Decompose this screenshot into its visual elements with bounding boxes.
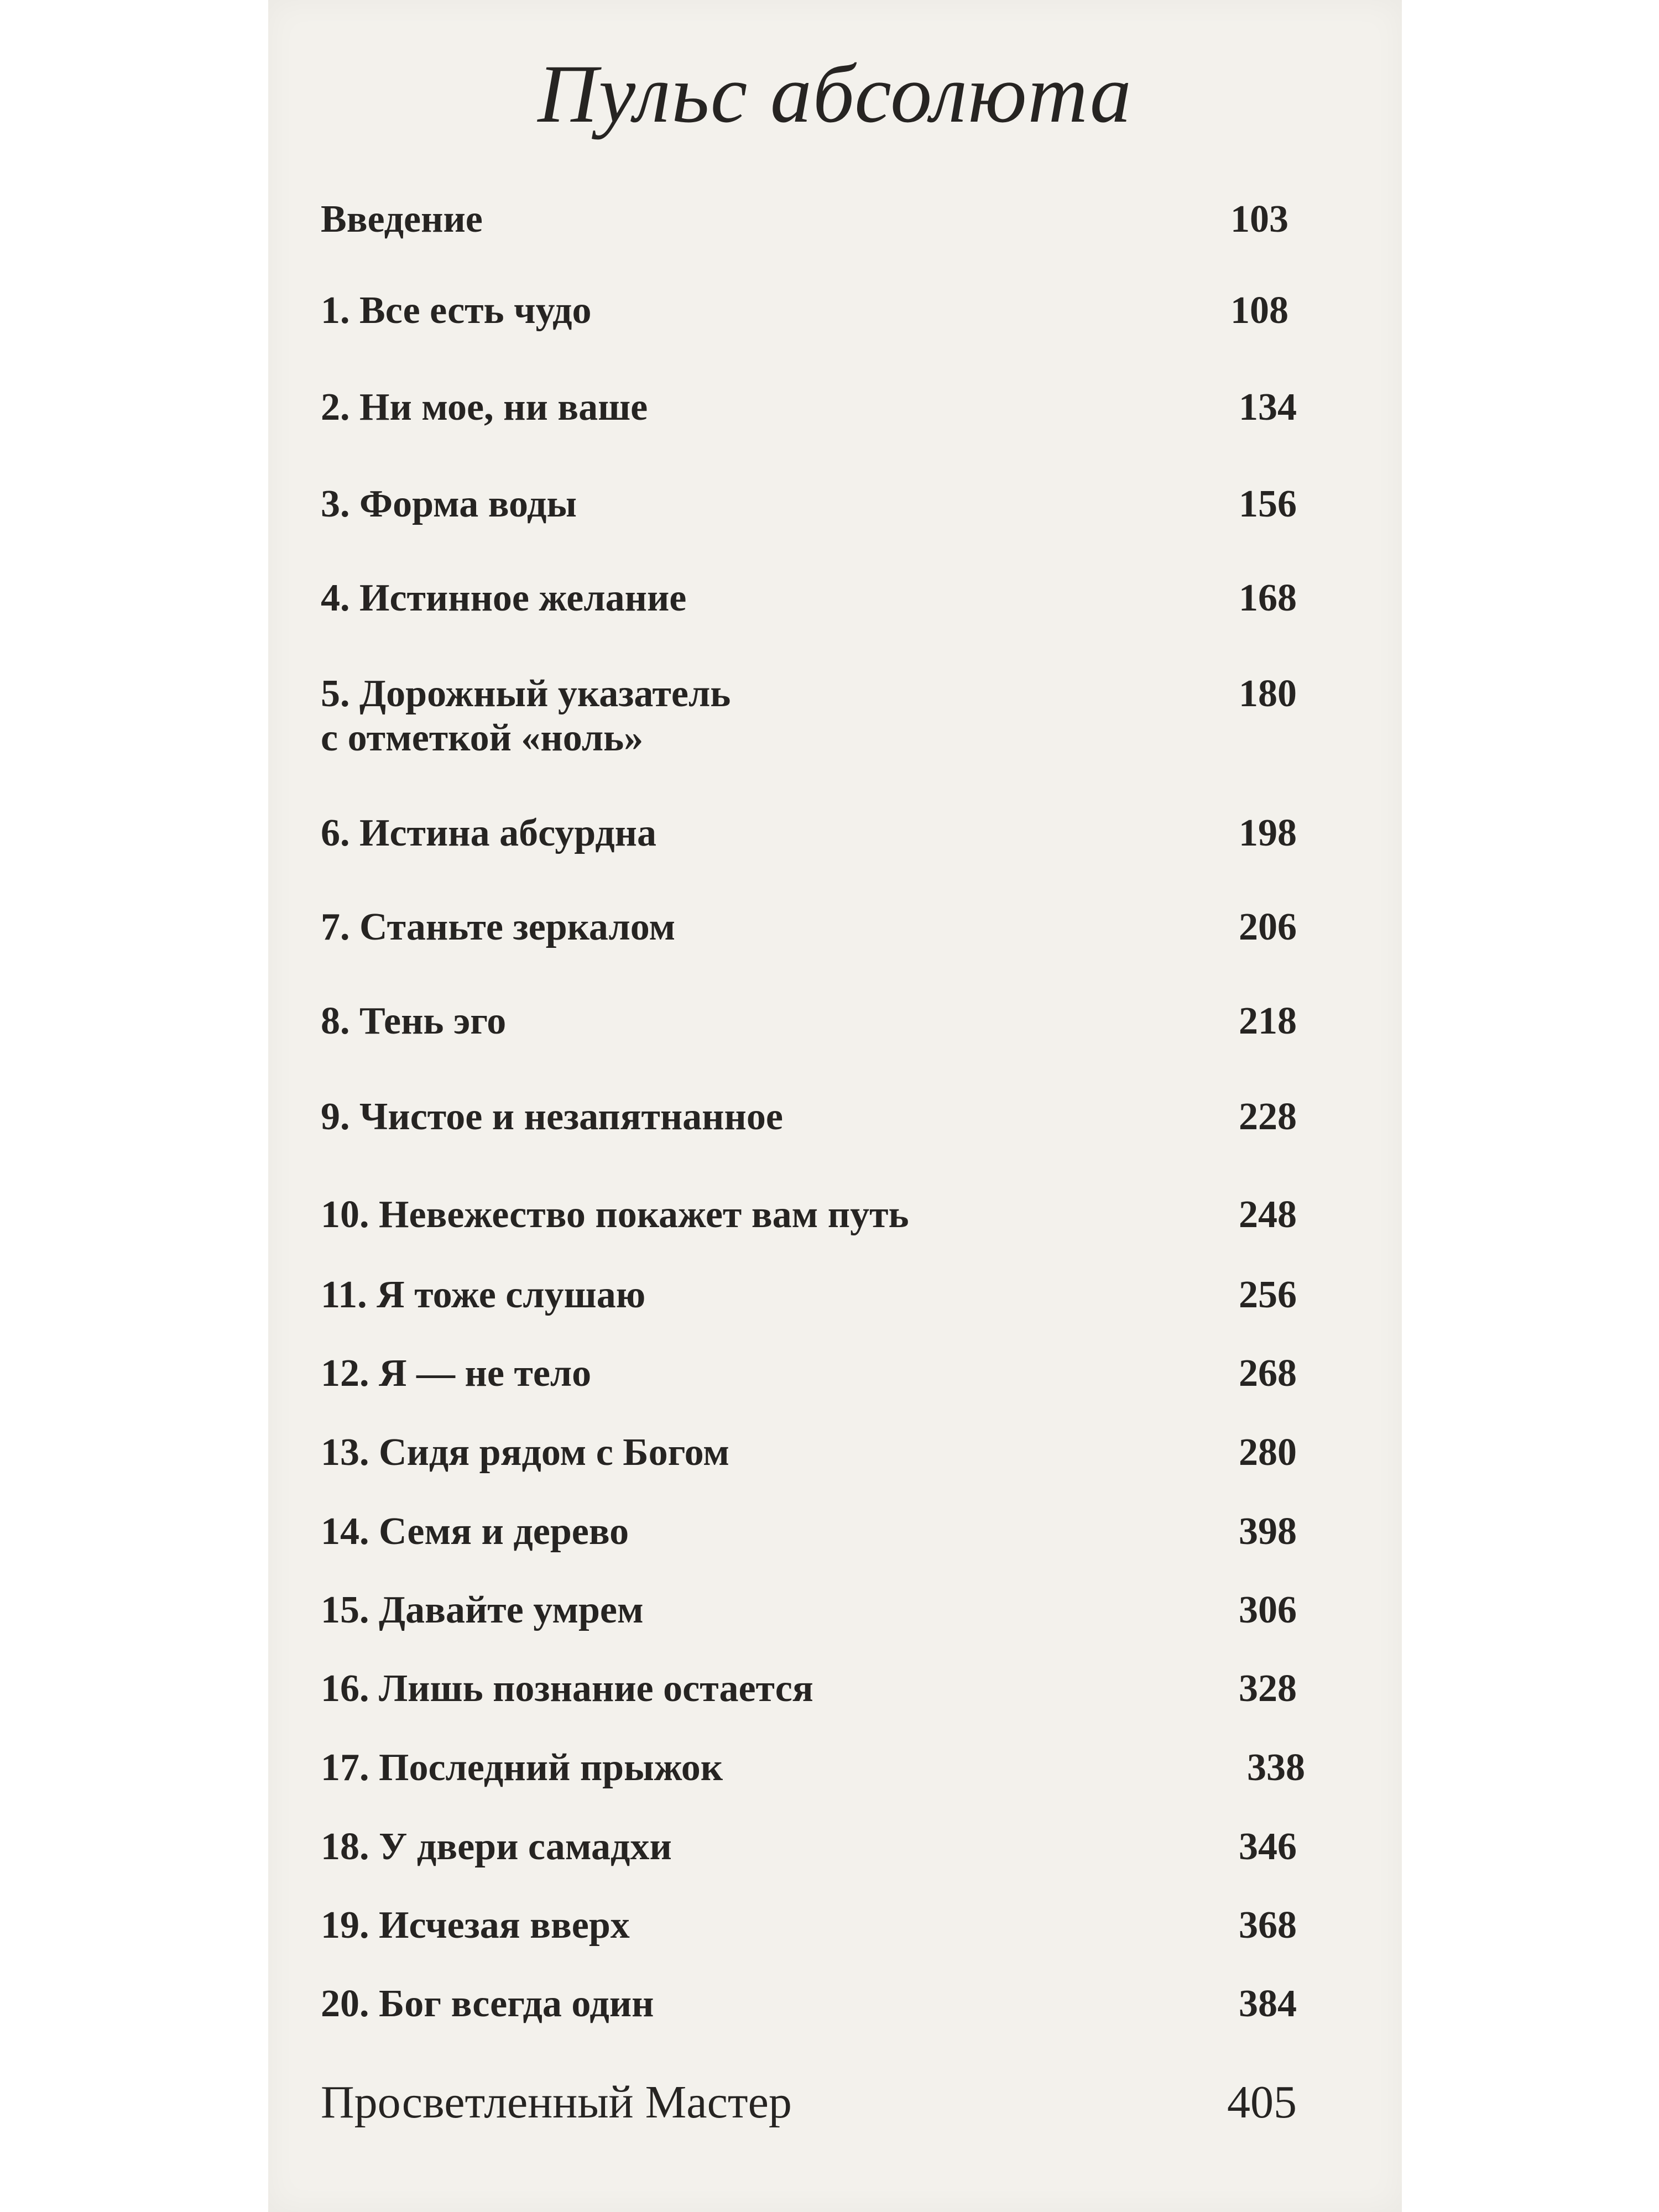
toc-entry-title-continued: с отметкой «ноль» — [321, 717, 644, 759]
toc-entry — [0, 1587, 1659, 1637]
toc-entry-page: 384 — [1239, 1983, 1297, 2025]
toc-entry-title: 7. Станьте зеркалом — [321, 906, 676, 948]
toc-entry-title: 19. Исчезая вверх — [321, 1904, 630, 1947]
toc-entry-page: 218 — [1239, 1000, 1297, 1042]
toc-entry-title: 3. Форма воды — [321, 483, 577, 525]
page-title: Пульс абсолюта — [538, 48, 1133, 140]
toc-entry-title: 12. Я — не тело — [321, 1352, 592, 1395]
toc-entry-page: 328 — [1239, 1667, 1297, 1710]
toc-entry-title: Просветленный Мастер — [321, 2077, 792, 2128]
toc-entry-title: 17. Последний прыжок — [321, 1746, 723, 1789]
toc-entry-title: 5. Дорожный указатель — [321, 672, 731, 715]
toc-entry-title: 8. Тень эго — [321, 1000, 507, 1042]
toc-entry-title: 18. У двери самадхи — [321, 1825, 672, 1868]
toc-entry-page: 248 — [1239, 1193, 1297, 1236]
toc-entry-title: Введение — [321, 198, 483, 241]
toc-entry — [0, 481, 1659, 531]
toc-entry — [0, 1666, 1659, 1715]
toc-entry-page: 256 — [1239, 1274, 1297, 1316]
toc-entry — [0, 288, 1659, 337]
toc-entry-title: 15. Давайте умрем — [321, 1589, 644, 1631]
toc-entry — [0, 810, 1659, 860]
toc-entry-page: 398 — [1239, 1510, 1297, 1553]
toc-entry-title: 13. Сидя рядом с Богом — [321, 1431, 729, 1474]
toc-entry-page: 206 — [1239, 906, 1297, 948]
toc-entry-title: 10. Невежество покажет вам путь — [321, 1193, 909, 1236]
toc-entry-title: 4. Истинное желание — [321, 577, 687, 619]
toc-entry — [0, 1824, 1659, 1874]
toc-entry — [0, 2079, 1659, 2129]
toc-entry-page: 405 — [1227, 2077, 1297, 2128]
toc-entry — [0, 904, 1659, 954]
toc-entry-title: 1. Все есть чудо — [321, 289, 592, 332]
toc-entry-title: 6. Истина абсурдна — [321, 812, 656, 854]
toc-entry — [0, 1745, 1659, 1794]
toc-entry — [0, 1094, 1659, 1144]
toc-entry — [0, 671, 1659, 770]
toc-entry-title: 16. Лишь познание остается — [321, 1667, 813, 1710]
toc-entry — [0, 1192, 1659, 1241]
toc-entry-page: 156 — [1239, 483, 1297, 525]
toc-entry-page: 346 — [1239, 1825, 1297, 1868]
toc-entry-page: 168 — [1239, 577, 1297, 619]
toc-entry — [0, 1350, 1659, 1400]
toc-entry-page: 134 — [1239, 386, 1297, 429]
toc-entry — [0, 575, 1659, 625]
toc-entry-page: 228 — [1239, 1095, 1297, 1138]
toc-entry — [0, 1902, 1659, 1952]
toc-entry-page: 338 — [1247, 1746, 1305, 1789]
toc-entry-page: 103 — [1230, 198, 1288, 241]
toc-entry — [0, 1509, 1659, 1558]
toc-entry-page: 180 — [1239, 672, 1297, 715]
toc-entry — [0, 1272, 1659, 1322]
toc-entry-page: 306 — [1239, 1589, 1297, 1631]
toc-entry-page: 198 — [1239, 812, 1297, 854]
toc-entry — [0, 384, 1659, 434]
toc-entry-title: 11. Я тоже слушаю — [321, 1274, 646, 1316]
toc-entry-title: 2. Ни мое, ни ваше — [321, 386, 648, 429]
toc-entry-page: 268 — [1239, 1352, 1297, 1395]
toc-entry-title: 20. Бог всегда один — [321, 1983, 654, 2025]
toc-entry — [0, 998, 1659, 1048]
toc-entry-page: 108 — [1230, 289, 1288, 332]
toc-entry — [0, 196, 1659, 246]
toc-entry-page: 368 — [1239, 1904, 1297, 1947]
toc-entry-title: 9. Чистое и незапятнанное — [321, 1095, 783, 1138]
toc-entry — [0, 1981, 1659, 2031]
toc-entry-page: 280 — [1239, 1431, 1297, 1474]
toc-entry-title: 14. Семя и дерево — [321, 1510, 629, 1553]
toc-entry — [0, 1430, 1659, 1479]
